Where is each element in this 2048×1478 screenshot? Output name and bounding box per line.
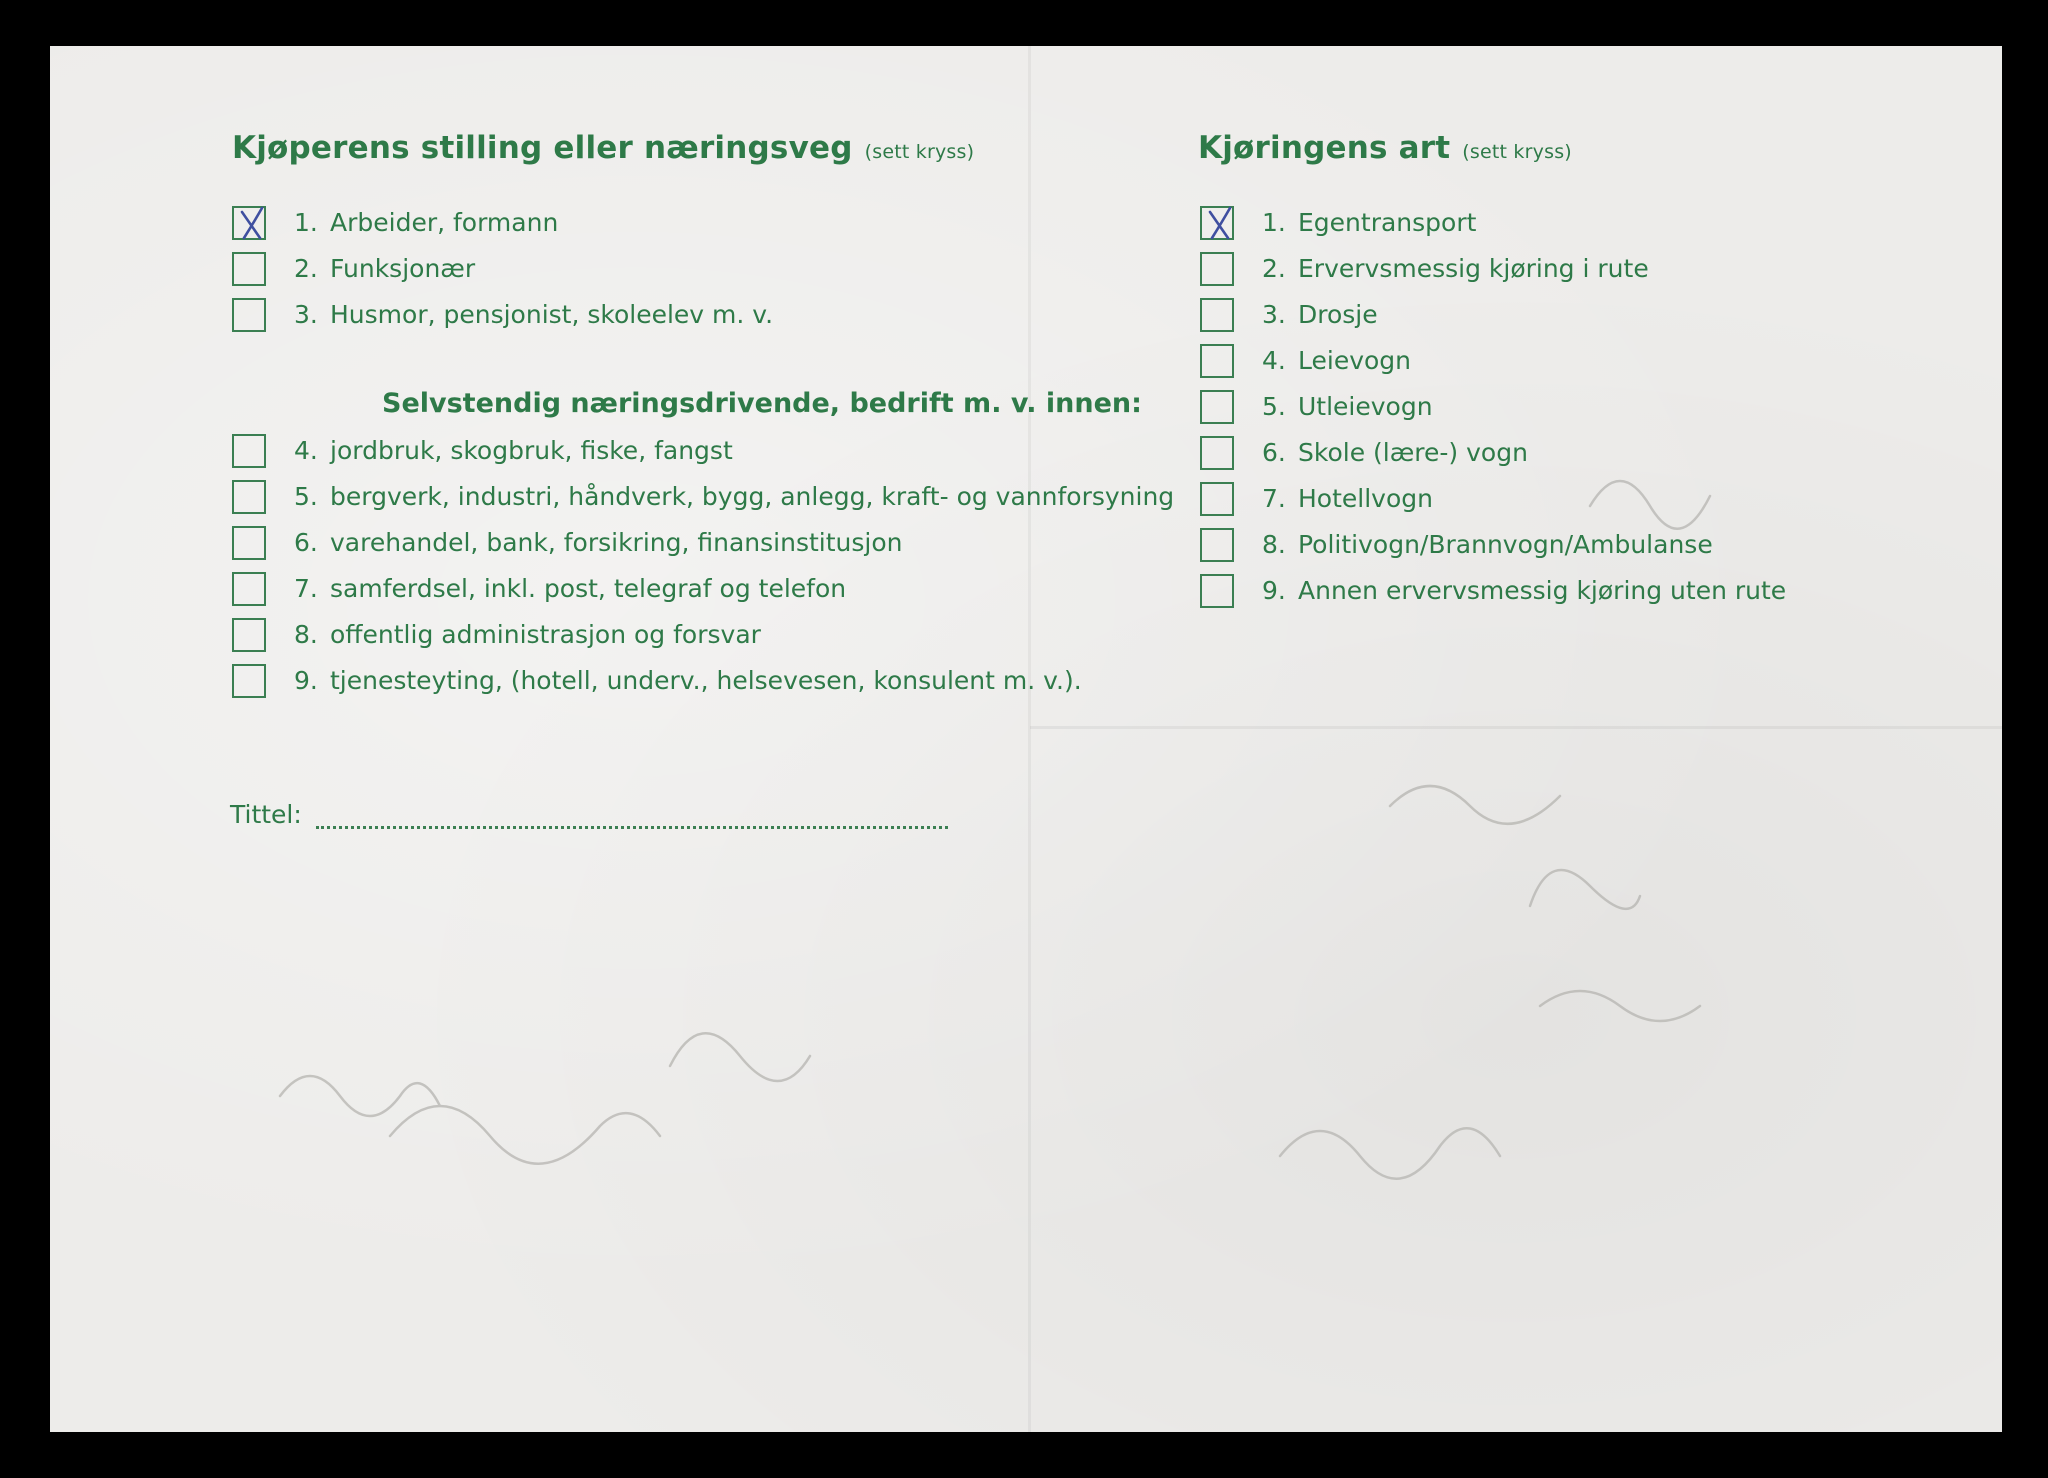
left-option-6-number: 6.	[294, 528, 318, 557]
left-option-6-checkbox[interactable]	[232, 526, 266, 560]
left-option-8-label: offentlig administrasjon og forsvar	[330, 620, 761, 649]
left-option-1-number: 1.	[294, 208, 318, 237]
left-option-7-checkbox[interactable]	[232, 572, 266, 606]
left-option-9-checkbox[interactable]	[232, 664, 266, 698]
right-option-8-number: 8.	[1262, 530, 1286, 559]
right-section-title	[1198, 130, 1572, 166]
form-sheet	[50, 46, 2002, 1432]
left-option-1-label: Arbeider, formann	[330, 208, 559, 237]
left-option-1-checkbox[interactable]	[232, 206, 266, 240]
right-option-2-number: 2.	[1262, 254, 1286, 283]
self-employed-subheading: Selvstendig næringsdrivende, bedrift m. v. innen:	[382, 388, 1142, 419]
right-option-1-number: 1.	[1262, 208, 1286, 237]
right-option-2-label: Ervervsmessig kjøring i rute	[1298, 254, 1649, 283]
right-option-8-label: Politivogn/Brannvogn/Ambulanse	[1298, 530, 1713, 559]
left-option-9-label: tjenesteyting, (hotell, underv., helsevesen, konsulent m. v.).	[330, 666, 1082, 695]
right-option-9-label: Annen ervervsmessig kjøring uten rute	[1298, 576, 1787, 605]
left-option-2-checkbox[interactable]	[232, 252, 266, 286]
right-option-4-checkbox[interactable]	[1200, 344, 1234, 378]
fold-crease-horizontal	[1030, 726, 2002, 729]
right-option-7-label: Hotellvogn	[1298, 484, 1433, 513]
right-option-3-checkbox[interactable]	[1200, 298, 1234, 332]
right-option-2-checkbox[interactable]	[1200, 252, 1234, 286]
title-field-label: Tittel:	[230, 800, 302, 829]
right-option-6-label: Skole (lære-) vogn	[1298, 438, 1528, 467]
right-option-3-label: Drosje	[1298, 300, 1378, 329]
left-option-3-checkbox[interactable]	[232, 298, 266, 332]
right-section-hint: (sett kryss)	[1462, 141, 1572, 163]
right-option-9-checkbox[interactable]	[1200, 574, 1234, 608]
left-option-2-number: 2.	[294, 254, 318, 283]
left-option-2-label: Funksjonær	[330, 254, 476, 283]
left-option-7-number: 7.	[294, 574, 318, 603]
left-option-8-checkbox[interactable]	[232, 618, 266, 652]
left-section-title-text: Kjøperens stilling eller næringsveg	[232, 130, 853, 166]
fold-crease-vertical	[1028, 46, 1031, 1432]
right-option-4-number: 4.	[1262, 346, 1286, 375]
pen-check-mark	[232, 204, 272, 244]
right-option-6-number: 6.	[1262, 438, 1286, 467]
left-option-8-number: 8.	[294, 620, 318, 649]
right-option-4-label: Leievogn	[1298, 346, 1412, 375]
right-option-5-number: 5.	[1262, 392, 1286, 421]
right-section-title-text: Kjøringens art	[1198, 130, 1451, 166]
right-option-3-number: 3.	[1262, 300, 1286, 329]
right-option-1-checkbox[interactable]	[1200, 206, 1234, 240]
left-option-4-number: 4.	[294, 436, 318, 465]
left-option-4-checkbox[interactable]	[232, 434, 266, 468]
right-option-7-checkbox[interactable]	[1200, 482, 1234, 516]
left-section-title	[232, 130, 974, 166]
left-option-9-number: 9.	[294, 666, 318, 695]
left-option-3-number: 3.	[294, 300, 318, 329]
right-option-5-label: Utleievogn	[1298, 392, 1433, 421]
right-option-6-checkbox[interactable]	[1200, 436, 1234, 470]
right-option-9-number: 9.	[1262, 576, 1286, 605]
left-option-4-label: jordbruk, skogbruk, fiske, fangst	[330, 436, 733, 465]
pen-check-mark	[1200, 204, 1240, 244]
title-field-line[interactable]	[316, 826, 948, 829]
left-option-3-label: Husmor, pensjonist, skoleelev m. v.	[330, 300, 774, 329]
right-option-7-number: 7.	[1262, 484, 1286, 513]
right-option-8-checkbox[interactable]	[1200, 528, 1234, 562]
right-option-5-checkbox[interactable]	[1200, 390, 1234, 424]
left-option-5-label: bergverk, industri, håndverk, bygg, anlegg, kraft- og vannforsyning	[330, 482, 1175, 511]
left-option-7-label: samferdsel, inkl. post, telegraf og telefon	[330, 574, 847, 603]
left-section-hint: (sett kryss)	[864, 141, 975, 163]
left-option-6-label: varehandel, bank, forsikring, finansinstitusjon	[330, 528, 903, 557]
left-option-5-number: 5.	[294, 482, 318, 511]
right-option-1-label: Egentransport	[1298, 208, 1477, 237]
left-option-5-checkbox[interactable]	[232, 480, 266, 514]
